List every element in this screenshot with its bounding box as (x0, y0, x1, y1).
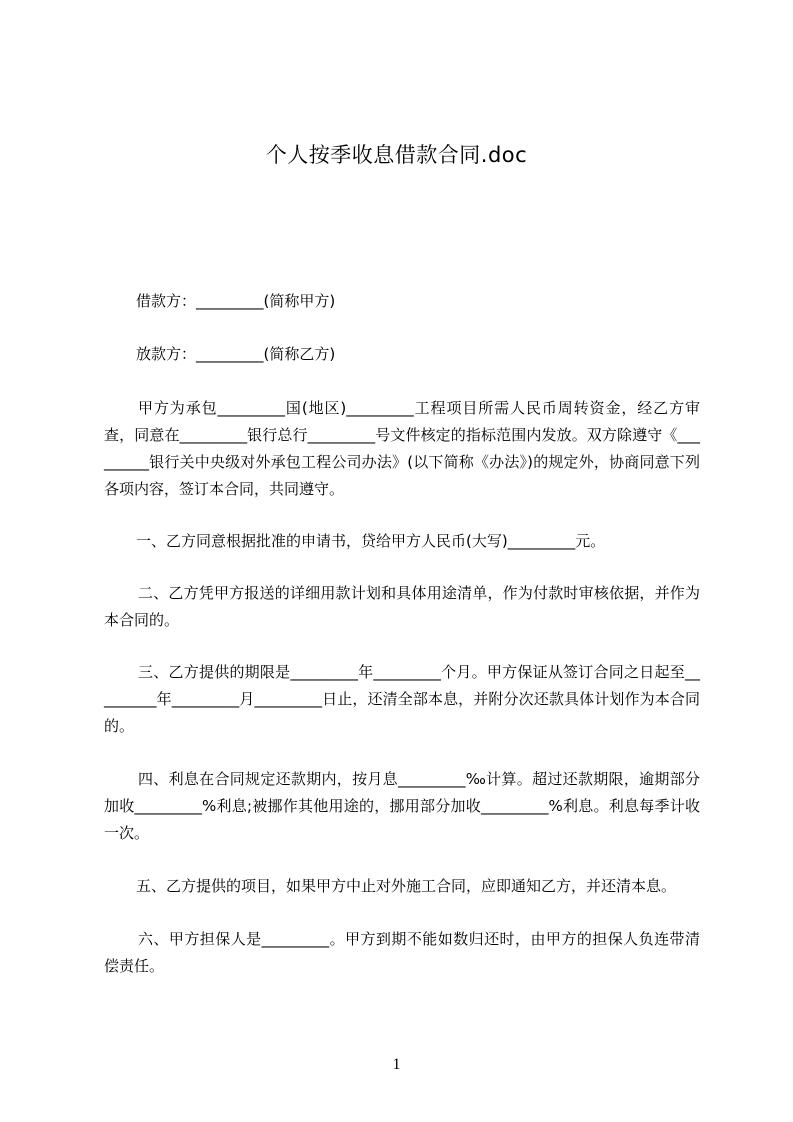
article-4: 四、利息在合同规定还款期内，按月息_________‰计算。超过还款期限，逾期部分加收_________%利息;被挪作其他用途的，挪用部分加收_________%利息。利息每季计收一次。 (104, 770, 700, 842)
article-2: 二、乙方凭甲方报送的详细用款计划和具体用途清单，作为付款时审核依据，并作为本合同的。 (104, 584, 700, 629)
lender-line: 放款方：_________(简称乙方) (136, 345, 336, 363)
article-5: 五、乙方提供的项目，如果甲方中止对外施工合同，应即通知乙方，并还清本息。 (136, 877, 677, 895)
article-1: 一、乙方同意根据批准的申请书，贷给甲方人民币(大写)_________元。 (136, 532, 606, 550)
intro-paragraph: 甲方为承包_________国(地区)_________工程项目所需人民币周转资金，经乙方审查，同意在_________银行总行_________号文件核定的指标范围内发放。双方除遵守《_________银行关中央级对外承包工程公司办法》(以下简称《办法》)的规定外，协商同意下列各项内容，签订本合同，共同遵守。 (104, 399, 700, 498)
document-title: 个人按季收息借款合同.doc (265, 143, 528, 167)
article-3: 三、乙方提供的期限是_________年_________个月。甲方保证从签订合同之日起至_________年_________月_________日止，还清全部本息，并附分次还款具体计划作为本合同的。 (104, 663, 700, 735)
borrower-line: 借款方：_________(简称甲方) (136, 292, 336, 310)
page-number: 1 (392, 1056, 401, 1073)
article-6: 六、甲方担保人是_________。甲方到期不能如数归还时，由甲方的担保人负连带清偿责任。 (104, 930, 700, 975)
